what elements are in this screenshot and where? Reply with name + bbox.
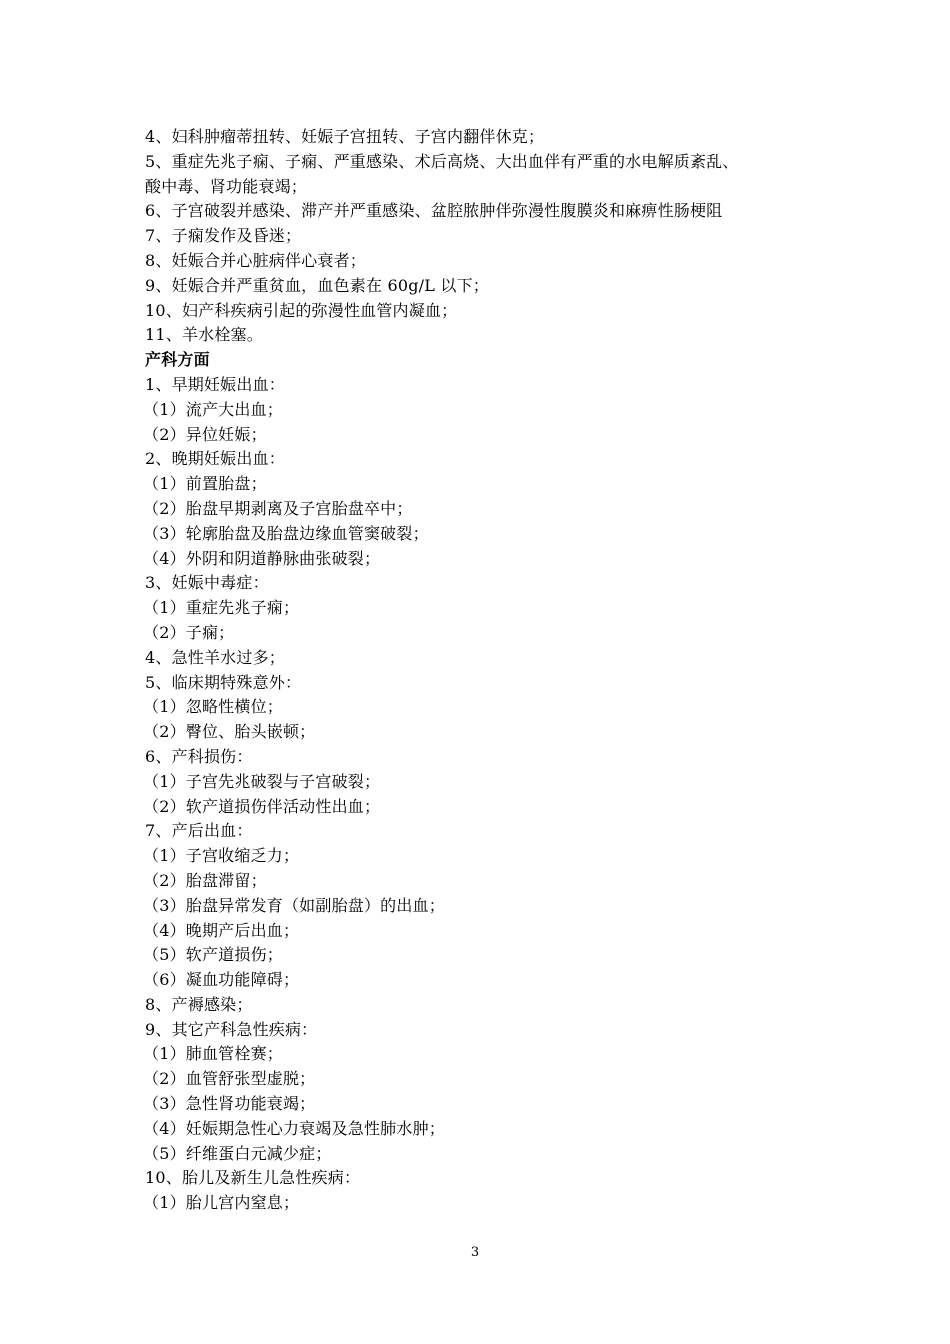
list-item: 10、胎儿及新生儿急性疾病： [145,1168,361,1188]
list-item: 9、妊娠合并严重贫血，血色素在 60g/L 以下； [145,275,489,295]
sub-list-item: （1）前置胎盘； [143,474,267,494]
sub-list-item: （2）血管舒张型虚脱； [143,1069,316,1089]
list-item: 7、产后出血： [145,821,253,841]
list-item: 8、妊娠合并心脏病伴心衰者； [145,250,366,270]
list-item: 6、子宫破裂并感染、滞产并严重感染、盆腔脓肿伴弥漫性腹膜炎和麻痹性肠梗阻 [145,201,723,221]
list-item: 2、晚期妊娠出血： [145,449,285,469]
list-item: 酸中毒、肾功能衰竭； [145,176,308,196]
list-item: 3、妊娠中毒症： [145,573,269,593]
sub-list-item: （1）流产大出血； [143,399,283,419]
sub-list-item: （2）臀位、胎头嵌顿； [143,722,316,742]
sub-list-item: （1）忽略性横位； [143,697,283,717]
sub-list-item: （1）子宫先兆破裂与子宫破裂； [143,771,381,791]
list-item: 10、妇产科疾病引起的弥漫性血管内凝血； [145,300,458,320]
list-item: 8、产褥感染； [145,994,253,1014]
sub-list-item: （4）外阴和阴道静脉曲张破裂； [143,548,381,568]
document-body [145,125,825,1216]
section-heading: 产科方面 [145,350,210,370]
sub-list-item: （2）胎盘早期剥离及子宫胎盘卒中； [143,498,413,518]
list-item: 4、妇科肿瘤蒂扭转、妊娠子宫扭转、子宫内翻伴休克； [145,127,545,146]
sub-list-item: （1）子宫收缩乏力； [143,846,300,866]
sub-list-item: （4）妊娠期急性心力衰竭及急性肺水肿； [143,1118,445,1138]
sub-list-item: （3）胎盘异常发育（如副胎盘）的出血； [143,895,445,915]
page-number: 3 [470,1245,480,1260]
list-item: 11、羊水栓塞。 [145,325,263,345]
list-item: 5、临床期特殊意外： [145,672,302,692]
sub-list-item: （2）软产道损伤伴活动性出血； [143,796,381,816]
sub-list-item: （1）重症先兆子痫； [143,598,300,618]
sub-list-item: （5）纤维蛋白元减少症； [143,1143,332,1163]
sub-list-item: （1）胎儿宫内窒息； [143,1193,300,1213]
sub-list-item: （3）急性肾功能衰竭； [143,1094,316,1114]
sub-list-item: （3）轮廓胎盘及胎盘边缘血管窦破裂； [143,523,429,543]
sub-list-item: （2）子痫； [143,622,235,642]
sub-list-item: （2）胎盘滞留； [143,870,267,890]
list-item: 7、子痫发作及昏迷； [145,226,302,246]
list-item: 4、急性羊水过多； [145,647,285,667]
sub-list-item: （2）异位妊娠； [143,424,267,444]
list-item: 1、早期妊娠出血： [145,374,285,394]
list-item: 9、其它产科急性疾病： [145,1019,318,1039]
list-item: 5、重症先兆子痫、子痫、严重感染、术后高烧、大出血伴有严重的水电解质紊乱、 [145,151,739,171]
sub-list-item: （4）晚期产后出血； [143,920,300,940]
sub-list-item: （1）肺血管栓赛； [143,1044,283,1064]
list-item: 6、产科损伤： [145,746,253,766]
sub-list-item: （5）软产道损伤； [143,945,283,965]
sub-list-item: （6）凝血功能障碍； [143,970,300,990]
